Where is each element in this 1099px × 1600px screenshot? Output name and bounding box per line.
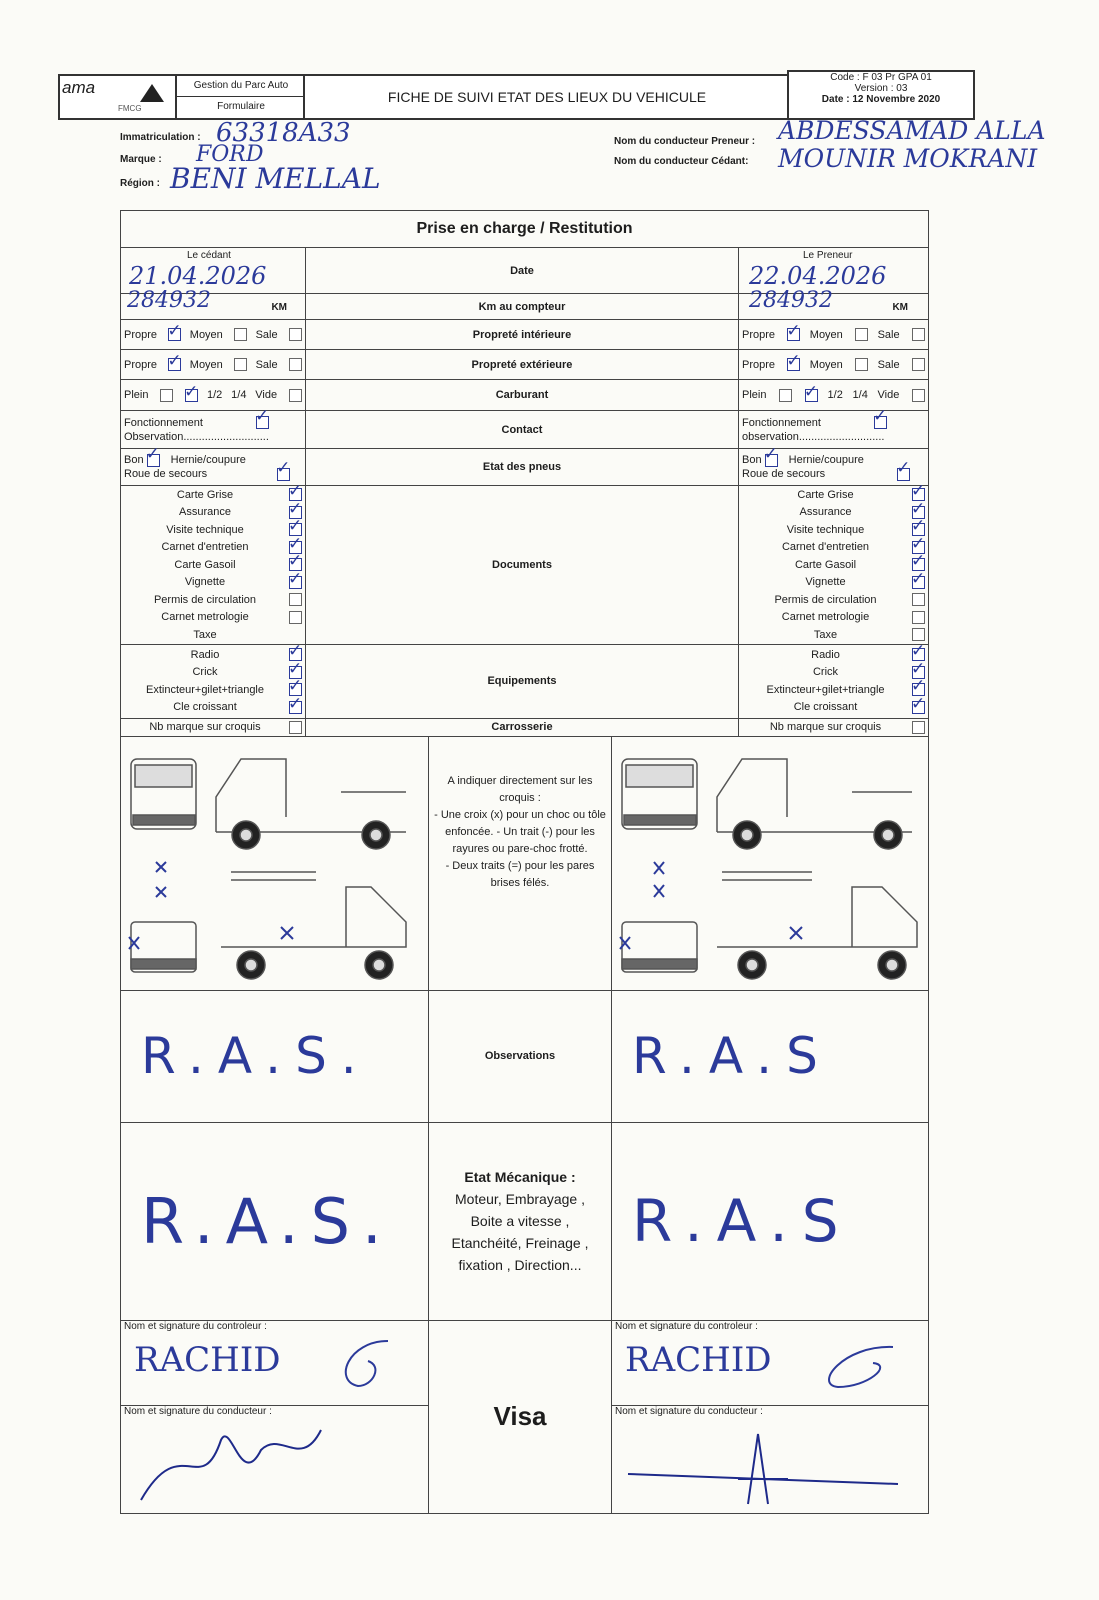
cedant-prop-ext	[121, 350, 306, 380]
equip-item	[742, 681, 925, 699]
cedant-carburant	[121, 380, 306, 411]
doc-item	[124, 539, 302, 557]
doc-checkbox[interactable]	[289, 576, 302, 589]
equip-label: Extincteur+gilet+triangle	[145, 683, 264, 696]
doc-item	[742, 521, 925, 539]
cedant-equipements	[121, 644, 306, 718]
preneur-equipements	[739, 644, 929, 718]
moyen-label: Moyen	[809, 328, 843, 341]
preneur-contact: Fonctionnement ✓ observation............................	[739, 411, 929, 449]
doc-item	[742, 626, 925, 644]
preneur-observations	[612, 990, 929, 1122]
vehicle-sketch-icon	[121, 737, 421, 987]
sale-label: Sale	[877, 358, 900, 371]
checkbox-plein[interactable]	[160, 389, 173, 402]
preneur-conducteur-sig	[612, 1405, 929, 1513]
checkbox-moyen[interactable]	[234, 358, 247, 371]
preneur-nb-marque	[739, 718, 929, 736]
cedant-km-unit: KM	[271, 302, 287, 313]
doc-label: Carte Gasoil	[174, 558, 236, 571]
moyen-label: Moyen	[189, 358, 223, 371]
doc-label: Assurance	[179, 506, 231, 519]
doc-checkbox[interactable]	[289, 593, 302, 606]
cedant-pneus	[121, 449, 306, 486]
page-title: FICHE DE SUIVI ETAT DES LIEUX DU VEHICULE	[387, 89, 707, 105]
doc-label: Taxe	[813, 628, 838, 641]
controleur-name: RACHID	[625, 1339, 772, 1380]
cedant-observations	[121, 990, 429, 1122]
doc-item	[742, 591, 925, 609]
dept-label: Gestion du Parc Auto	[177, 76, 305, 97]
row-contact: Contact	[306, 411, 739, 449]
row-pneus: Etat des pneus	[306, 449, 739, 486]
doc-item	[124, 521, 302, 539]
doc-label: Taxe	[193, 628, 217, 641]
meca-cell	[429, 1122, 612, 1320]
preneur-croquis	[612, 736, 929, 990]
equip-item	[742, 664, 925, 682]
cedant-km-cell	[121, 288, 306, 320]
cedant-conducteur-sig	[121, 1405, 429, 1513]
equip-label: Cle croissant	[173, 701, 237, 714]
cedant-prop-int	[121, 320, 306, 350]
signature-icon	[121, 1410, 361, 1510]
preneur-meca	[612, 1122, 929, 1320]
row-prop-ext: Propreté extérieure	[306, 350, 739, 380]
row-carburant: Carburant	[306, 380, 739, 411]
checkbox-three-quarter[interactable]	[185, 389, 198, 402]
sig-conducteur-label: Nom et signature du conducteur :	[615, 1405, 763, 1417]
header-code-box	[787, 70, 975, 120]
row-date: Date	[306, 248, 739, 294]
quarter-label: 1/4	[231, 389, 247, 401]
checkbox-three-quarter[interactable]	[805, 389, 818, 402]
row-observations: Observations	[429, 990, 612, 1122]
doc-checkbox[interactable]	[912, 593, 925, 606]
row-prop-int: Propreté intérieure	[306, 320, 739, 350]
nb-marque-label: Nb marque sur croquis	[149, 721, 261, 733]
preneur-km-unit: KM	[892, 302, 909, 313]
checkbox-fonctionnement[interactable]	[874, 416, 887, 429]
doc-item	[124, 574, 302, 592]
preneur-km: 284932	[749, 288, 833, 313]
doc-label: Permis de circulation	[153, 593, 257, 606]
doc-item	[124, 626, 302, 644]
preneur-prop-int	[739, 320, 929, 350]
doc-label: Carnet metrologie	[781, 611, 870, 624]
header-title-box	[303, 74, 791, 120]
preneur-documents	[739, 486, 929, 645]
row-documents: Documents	[306, 486, 739, 645]
half-label: 1/2	[207, 389, 223, 401]
equip-item	[124, 681, 302, 699]
cedant-value: MOUNIR MOKRANI	[778, 144, 1038, 173]
checkbox-sale[interactable]	[912, 358, 925, 371]
company-logo: ama	[62, 78, 96, 97]
immat-label: Immatriculation :	[120, 132, 201, 143]
doc-version: Version : 03	[854, 83, 908, 94]
vide-label: Vide	[255, 389, 278, 401]
observation-label: observation	[742, 430, 799, 443]
doc-checkbox[interactable]	[912, 611, 925, 624]
observation-label: Observation	[124, 430, 184, 443]
obs-right-text: R.A.S	[632, 1027, 832, 1085]
signature-icon	[813, 1335, 903, 1395]
preneur-prop-ext	[739, 350, 929, 380]
cedant-documents	[121, 486, 306, 645]
table-title: Prise en charge / Restitution	[121, 211, 929, 248]
nb-marque-label: Nb marque sur croquis	[769, 721, 882, 733]
doc-item	[124, 504, 302, 522]
half-label: 1/2	[827, 389, 843, 401]
brand-icon	[138, 80, 168, 106]
doc-label: Carte Gasoil	[794, 558, 857, 571]
checkbox-propre[interactable]	[168, 328, 181, 341]
checkbox-moyen[interactable]	[855, 328, 868, 341]
quarter-label: 1/4	[852, 389, 868, 401]
sale-label: Sale	[877, 328, 900, 341]
doc-item	[124, 609, 302, 627]
equip-item	[124, 646, 302, 664]
equip-checkbox[interactable]	[289, 701, 302, 714]
obs-left-text: R.A.S.	[141, 1027, 371, 1085]
doc-label: Carte Grise	[797, 488, 854, 501]
sig-conducteur-label: Nom et signature du conducteur :	[124, 1405, 272, 1417]
equip-item	[124, 699, 302, 717]
nb-marque-box[interactable]	[289, 721, 302, 734]
doc-label: Visite technique	[786, 523, 865, 536]
preneur-value: ABDESSAMAD ALLA	[778, 116, 1046, 145]
doc-checkbox[interactable]	[912, 628, 925, 641]
doc-label: Vignette	[184, 576, 226, 589]
doc-label: Carte Grise	[176, 488, 234, 501]
checkbox-propre[interactable]	[787, 328, 800, 341]
doc-label: Carnet metrologie	[161, 611, 249, 624]
moyen-label: Moyen	[189, 328, 223, 341]
doc-type-label: Formulaire	[217, 101, 265, 112]
propre-label: Propre	[124, 358, 158, 371]
meca-right-text: R.A.S	[632, 1187, 853, 1255]
bon-label: Bon	[742, 454, 762, 466]
preneur-label: Nom du conducteur Preneur :	[614, 136, 756, 147]
cedant-date: 21.04.2026	[129, 262, 267, 290]
doc-item	[742, 574, 925, 592]
etat-lieux-table	[120, 210, 929, 1514]
plein-label: Plein	[124, 389, 149, 401]
equip-label: Extincteur+gilet+triangle	[766, 683, 885, 696]
equip-label: Radio	[811, 648, 840, 661]
roue-label: Roue de secours	[742, 468, 826, 480]
checkbox-propre[interactable]	[787, 358, 800, 371]
doc-item	[742, 609, 925, 627]
sig-controleur-label: Nom et signature du controleur :	[124, 1320, 267, 1332]
doc-label: Carnet d'entretien	[781, 541, 870, 554]
cedant-date-cell	[121, 248, 306, 294]
cedant-label: Nom du conducteur Cédant:	[614, 156, 749, 167]
moyen-label: Moyen	[809, 358, 843, 371]
sig-controleur-label: Nom et signature du controleur :	[615, 1320, 758, 1332]
checkbox-roue[interactable]	[897, 468, 910, 481]
equip-item	[124, 664, 302, 682]
doc-checkbox[interactable]	[289, 611, 302, 624]
fonctionnement-label: Fonctionnement	[742, 416, 821, 429]
equip-label: Crick	[192, 666, 218, 679]
cedant-nb-marque	[121, 718, 306, 736]
cedant-head: Le cédant	[187, 250, 231, 261]
marque-value: FORD	[196, 142, 264, 167]
checkbox-plein[interactable]	[779, 389, 792, 402]
nb-marque-box[interactable]	[912, 721, 925, 734]
doc-item	[742, 556, 925, 574]
preneur-km-cell	[739, 288, 929, 320]
preneur-carburant	[739, 380, 929, 411]
checkbox-vide[interactable]	[289, 389, 302, 402]
doc-checkbox[interactable]	[912, 576, 925, 589]
doc-item	[124, 591, 302, 609]
doc-item	[124, 556, 302, 574]
region-label: Région :	[120, 178, 160, 189]
equip-label: Crick	[812, 666, 839, 679]
equip-item	[742, 646, 925, 664]
controleur-name: RACHID	[134, 1339, 281, 1380]
vide-label: Vide	[877, 389, 900, 401]
preneur-head: Le Preneur	[803, 250, 853, 261]
meca-left-text: R.A.S.	[141, 1184, 394, 1258]
header-logo-box	[58, 74, 179, 120]
meca-body: Moteur, Embrayage , Boite a vitesse , Etanchéité, Freinage , fixation , Direction...	[451, 1191, 589, 1273]
logo-sub: FMCG	[118, 104, 142, 113]
equip-label: Cle croissant	[793, 701, 858, 714]
doc-item	[742, 486, 925, 504]
propre-label: Propre	[742, 328, 776, 341]
vehicle-sketch-icon	[612, 737, 928, 987]
checkbox-bon[interactable]	[147, 454, 160, 467]
preneur-date-cell	[739, 248, 929, 294]
doc-label: Permis de circulation	[774, 593, 877, 606]
equip-checkbox[interactable]	[912, 701, 925, 714]
hernie-label: Hernie/coupure	[788, 454, 864, 466]
row-visa: Visa	[429, 1320, 612, 1513]
doc-label: Vignette	[805, 576, 846, 589]
doc-date: Date : 12 Novembre 2020	[821, 94, 941, 105]
row-carrosserie: Carrosserie	[306, 718, 739, 736]
hernie-label: Hernie/coupure	[170, 454, 246, 466]
checkbox-moyen[interactable]	[855, 358, 868, 371]
doc-code: Code : F 03 Pr GPA 01	[830, 72, 932, 83]
doc-label: Visite technique	[166, 523, 244, 536]
cedant-km: 284932	[127, 288, 211, 313]
cedant-meca	[121, 1122, 429, 1320]
signature-icon	[618, 1424, 908, 1514]
meca-title: Etat Mécanique :	[464, 1169, 576, 1185]
checkbox-roue[interactable]	[277, 468, 290, 481]
plein-label: Plein	[742, 389, 767, 401]
doc-item	[124, 486, 302, 504]
cedant-controleur-sig	[121, 1320, 429, 1405]
propre-label: Propre	[124, 328, 158, 341]
row-km: Km au compteur	[306, 294, 739, 320]
cedant-contact: Fonctionnement ✓ Observation............................	[121, 411, 306, 449]
header-dept-box	[175, 74, 307, 120]
checkbox-sale[interactable]	[289, 328, 302, 341]
propre-label: Propre	[742, 358, 776, 371]
croquis-instructions: A indiquer directement sur les croquis : - Une croix (x) pour un choc ou tôle enfoncée. - Un trait (-) pour les rayures ou pare-choc frotté. - Deux traits (=) pour les pares brises félés.	[429, 736, 612, 990]
row-equipements: Equipements	[306, 644, 739, 718]
doc-item	[742, 539, 925, 557]
equip-label: Radio	[190, 648, 220, 661]
doc-label: Assurance	[799, 506, 852, 519]
cedant-croquis	[121, 736, 429, 990]
sale-label: Sale	[255, 328, 278, 341]
preneur-controleur-sig	[612, 1320, 929, 1405]
checkbox-propre[interactable]	[168, 358, 181, 371]
marque-label: Marque :	[120, 154, 162, 165]
checkbox-bon[interactable]	[765, 454, 778, 467]
checkbox-fonctionnement[interactable]	[256, 416, 269, 429]
preneur-pneus	[739, 449, 929, 486]
checkbox-vide[interactable]	[912, 389, 925, 402]
checkbox-moyen[interactable]	[234, 328, 247, 341]
region-value: BENI MELLAL	[170, 162, 381, 195]
doc-item	[742, 504, 925, 522]
sale-label: Sale	[255, 358, 278, 371]
fonctionnement-label: Fonctionnement	[124, 416, 203, 429]
roue-label: Roue de secours	[124, 468, 208, 480]
checkbox-sale[interactable]	[912, 328, 925, 341]
signature-icon	[328, 1331, 398, 1391]
equip-item	[742, 699, 925, 717]
doc-label: Carnet d'entretien	[161, 541, 249, 554]
bon-label: Bon	[124, 454, 144, 466]
immat-value: 63318A33	[216, 118, 351, 148]
preneur-date: 22.04.2026	[749, 262, 887, 290]
checkbox-sale[interactable]	[289, 358, 302, 371]
